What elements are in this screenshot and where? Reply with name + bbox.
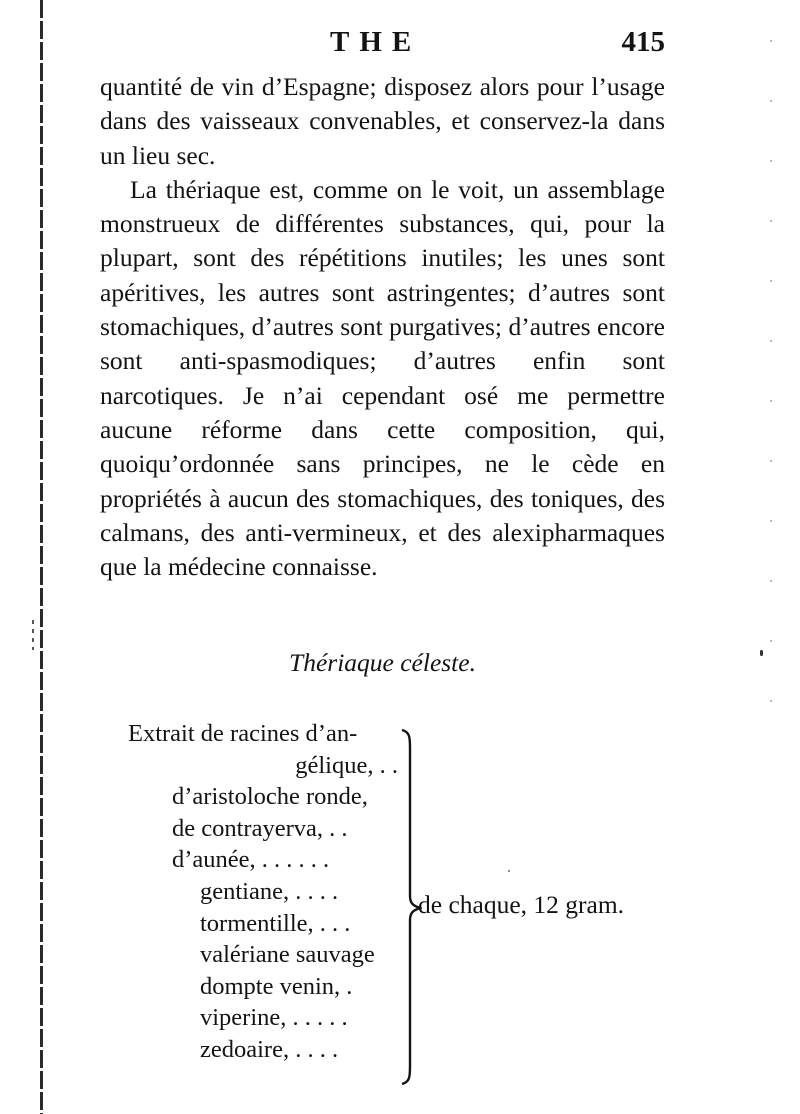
ingredient-line: d’aristoloche ronde, <box>172 783 368 811</box>
ingredient-line: dompte venin, . <box>200 972 353 1000</box>
margin-marks <box>32 620 34 650</box>
ingredient-list <box>128 718 398 1066</box>
ingredient-line: d’aunée, . . . . . . <box>172 846 330 874</box>
page-number: 415 <box>621 26 665 58</box>
ingredient-line: Extrait de racines d’an- <box>128 720 358 747</box>
ingredient-line: gélique, . . <box>295 751 398 779</box>
margin-dot <box>760 650 763 656</box>
section-title: Thériaque céleste. <box>289 648 476 677</box>
paragraph-continued: quantité de vin d’Espagne; disposez alors pour l’usage dans des vaisseaux convenables, et conservez-la dans un lieu sec. <box>100 72 665 170</box>
body-text <box>100 70 665 584</box>
ink-speck <box>508 870 510 872</box>
ingredient-line: tormentille, . . . <box>200 909 351 937</box>
quantity-note: de chaque, 12 gram. <box>418 890 625 919</box>
running-title: THE <box>330 26 422 58</box>
ingredient-line: gentiane, . . . . <box>200 877 339 905</box>
ingredient-line: zedoaire, . . . . <box>200 1035 339 1063</box>
paragraph-theriaque: La thériaque est, comme on le voit, un assemblage monstrueux de différentes substances, qui, pour la plupart, sont des répétitions inutiles; les unes sont apéritives, les autres sont astringentes; d’autres sont stomachiques, d’autres sont purgatives; d’autres encore sont anti-spasmodiques; d’autres enfin sont narcotiques. Je n’ai cependant osé me permettre aucune réforme dans cette composition, qui, quoiqu’ordonnée sans principes, ne le cède en propriétés à aucun des stomachiques, des toniques, des calmans, des anti-vermineux, et des alexipharmaques que la médecine connaisse. <box>100 174 665 582</box>
ingredient-line: viperine, . . . . . <box>200 1004 348 1032</box>
page-gutter-rule <box>40 0 43 1114</box>
running-head <box>100 26 665 66</box>
ingredient-line: de contrayerva, . . <box>172 814 348 842</box>
ingredient-line: valériane sauvage <box>200 941 375 969</box>
right-edge-marks <box>770 40 772 760</box>
